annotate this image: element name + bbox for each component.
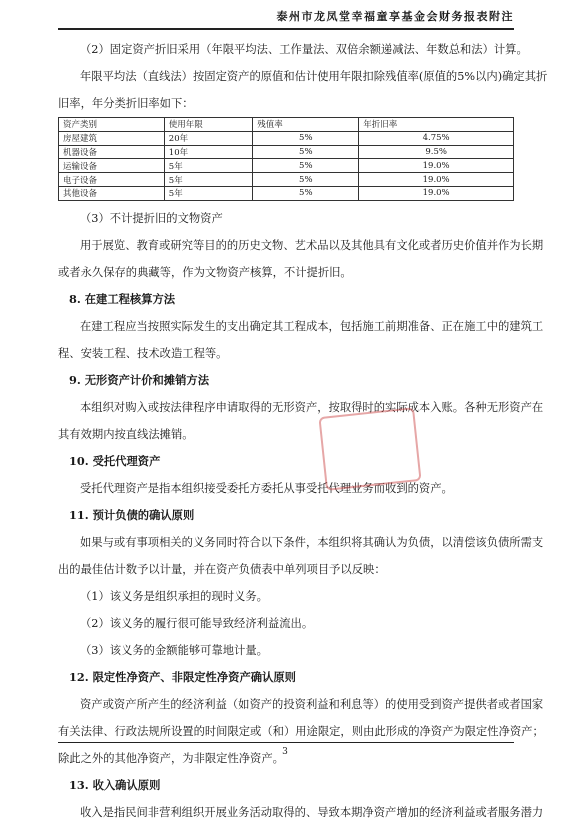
heading-net-assets: 12. 限定性净资产、非限定性净资产确认原则 (69, 669, 296, 684)
list-item: （3）该义务的金额能够可靠地计量。 (80, 643, 268, 657)
table-row (59, 159, 514, 173)
document-body (58, 36, 548, 826)
table-header-cell: 残值率 (253, 118, 359, 132)
table-cell: 电子设备 (59, 173, 165, 187)
paragraph-cultural-1: 用于展览、教育或研究等目的的历史文物、艺术品以及其他具有文化或者历史价值并作为长期 (80, 238, 544, 252)
table-cell: 5% (253, 159, 359, 173)
table-header-cell: 资产类别 (59, 118, 165, 132)
table-cell: 9.5% (359, 145, 514, 159)
table-cell: 运输设备 (59, 159, 165, 173)
table-row (59, 145, 514, 159)
table-cell: 机器设备 (59, 145, 165, 159)
paragraph-liabilities-2: 出的最佳估计数予以计量，并在资产负债表中单列项目予以反映： (58, 562, 386, 576)
paragraph-straight-line-1: 年限平均法（直线法）按固定资产的原值和估计使用年限扣除残值率(原值的5%以内)确定其折 (80, 70, 548, 83)
table-cell: 19.0% (359, 186, 514, 200)
list-item: （2）该义务的履行很可能导致经济利益流出。 (80, 616, 314, 630)
depreciation-table (58, 117, 514, 201)
paragraph-construction-2: 程、安装工程、技术改造工程等。 (58, 346, 228, 360)
table-cell: 4.75% (359, 131, 514, 145)
paragraph-income-1: 收入是指民间非营利组织开展业务活动取得的、导致本期净资产增加的经济利益或者服务潜力 (80, 805, 544, 819)
paragraph-net-assets-2: 有关法律、行政法规所设置的时间限定或（和）用途限定，则由此形成的净资产为限定性净资产； (58, 724, 544, 738)
table-row (59, 131, 514, 145)
heading-intangible: 9. 无形资产计价和摊销方法 (69, 372, 209, 387)
paragraph-net-assets-1: 资产或资产所产生的经济利益（如资产的投资利益和利息等）的使用受到资产提供者或者国家 (80, 697, 544, 711)
footer-divider (58, 742, 514, 743)
heading-entrusted: 10. 受托代理资产 (69, 453, 161, 468)
table-cell: 5年 (164, 186, 253, 200)
heading-liabilities: 11. 预计负债的确认原则 (69, 507, 195, 522)
official-stamp (318, 407, 421, 491)
table-cell: 20年 (164, 131, 253, 145)
table-header-cell: 年折旧率 (359, 118, 514, 132)
list-item: （1）该义务是组织承担的现时义务。 (80, 589, 268, 603)
paragraph-construction-1: 在建工程应当按照实际发生的支出确定其工程成本，包括施工前期准备、正在施工中的建筑工 (80, 319, 544, 333)
table-cell: 19.0% (359, 173, 514, 187)
page-number: 3 (282, 747, 288, 757)
heading-construction: 8. 在建工程核算方法 (69, 291, 176, 306)
paragraph-depreciation-methods: （2）固定资产折旧采用（年限平均法、工作量法、双倍余额递减法、年数总和法）计算。 (80, 43, 528, 56)
paragraph-intangible-1: 本组织对购入或按法律程序申请取得的无形资产，按取得时的实际成本入账。各种无形资产在 (80, 400, 544, 414)
table-cell: 5年 (164, 159, 253, 173)
paragraph-no-depreciation: （3）不计提折旧的文物资产 (80, 211, 223, 225)
table-cell: 19.0% (359, 159, 514, 173)
table-cell: 5% (253, 145, 359, 159)
paragraph-intangible-2: 其有效期内按直线法摊销。 (58, 427, 194, 441)
table-cell: 5% (253, 186, 359, 200)
table-cell: 10年 (164, 145, 253, 159)
table-cell: 5% (253, 131, 359, 145)
paragraph-net-assets-3: 除此之外的其他净资产，为非限定性净资产。 (58, 751, 284, 765)
report-title: 泰州市龙凤堂幸福童享基金会财务报表附注 (276, 10, 514, 23)
page-header (58, 6, 514, 30)
paragraph-cultural-2: 或者永久保存的典藏等，作为文物资产核算，不计提折旧。 (58, 265, 352, 279)
table-row (59, 173, 514, 187)
paragraph-entrusted: 受托代理资产是指本组织接受委托方委托从事受托代理业务而收到的资产。 (80, 481, 453, 495)
paragraph-liabilities-1: 如果与或有事项相关的义务同时符合以下条件，本组织将其确认为负债，以清偿该负债所需支 (80, 535, 544, 549)
table-cell: 5年 (164, 173, 253, 187)
table-row (59, 186, 514, 200)
heading-income: 13. 收入确认原则 (69, 777, 161, 792)
table-header-cell: 使用年限 (164, 118, 253, 132)
table-cell: 房屋建筑 (59, 131, 165, 145)
table-header-row (59, 118, 514, 132)
table-cell: 其他设备 (59, 186, 165, 200)
paragraph-straight-line-2: 旧率，年分类折旧率如下： (58, 97, 194, 110)
table-cell: 5% (253, 173, 359, 187)
